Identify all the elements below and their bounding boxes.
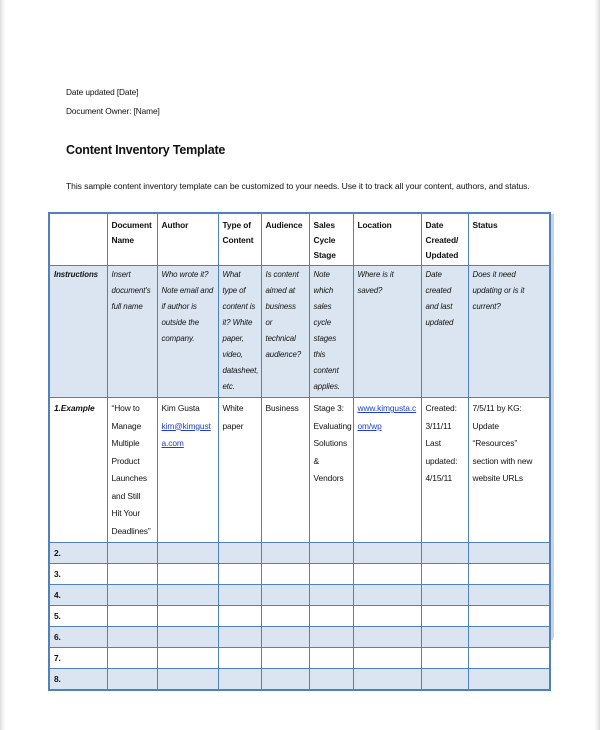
empty-cell[interactable] [261, 543, 309, 564]
numbered-rows [49, 543, 550, 691]
row-number: 3. [49, 564, 107, 585]
empty-cell[interactable] [309, 669, 353, 691]
empty-cell[interactable] [261, 606, 309, 627]
empty-cell[interactable] [421, 564, 468, 585]
example-status: 7/5/11 by KG: Update “Resources” section with new website URLs [468, 398, 550, 543]
empty-cell[interactable] [218, 564, 261, 585]
instructions-status: Does it need updating or is it current? [468, 266, 550, 398]
row-number: 5. [49, 606, 107, 627]
empty-cell[interactable] [468, 669, 550, 691]
empty-cell[interactable] [353, 669, 421, 691]
empty-cell[interactable] [218, 627, 261, 648]
header-location: Location [353, 213, 421, 266]
empty-cell[interactable] [353, 606, 421, 627]
example-label: 1.Example [49, 398, 107, 543]
table-row [49, 585, 550, 606]
empty-cell[interactable] [468, 585, 550, 606]
empty-cell[interactable] [218, 606, 261, 627]
empty-cell[interactable] [421, 543, 468, 564]
intro-text: This sample content inventory template can be customized to your needs. Use it to track all your content, authors, and status. [66, 181, 530, 191]
example-location-link[interactable]: www.kimgusta.com/wp [357, 403, 417, 431]
instructions-date: Date created and last updated [421, 266, 468, 398]
header-cell-empty [49, 213, 107, 266]
table-row [49, 648, 550, 669]
empty-cell[interactable] [309, 648, 353, 669]
empty-cell[interactable] [157, 627, 218, 648]
instructions-document: Insert document's full name [107, 266, 157, 398]
example-audience: Business [261, 398, 309, 543]
page-title: Content Inventory Template [66, 143, 226, 157]
example-author-email-link[interactable]: kim@kimgusta.com [161, 420, 211, 448]
empty-cell[interactable] [261, 585, 309, 606]
empty-cell[interactable] [261, 564, 309, 585]
document-owner: Document Owner: [Name] [66, 106, 160, 116]
empty-cell[interactable] [421, 669, 468, 691]
example-document: “How to Manage Multiple Product Launches and Still Hit Your Deadlines” [107, 398, 157, 543]
content-inventory-table [48, 212, 551, 691]
empty-cell[interactable] [309, 606, 353, 627]
header-status: Status [468, 213, 550, 266]
empty-cell[interactable] [261, 627, 309, 648]
empty-cell[interactable] [107, 543, 157, 564]
empty-cell[interactable] [157, 648, 218, 669]
empty-cell[interactable] [157, 564, 218, 585]
empty-cell[interactable] [218, 669, 261, 691]
empty-cell[interactable] [261, 648, 309, 669]
date-updated: Date updated [Date] [66, 87, 139, 97]
empty-cell[interactable] [157, 669, 218, 691]
row-number: 6. [49, 627, 107, 648]
empty-cell[interactable] [353, 585, 421, 606]
instructions-audience: Is content aimed at business or technical audience? [261, 266, 309, 398]
empty-cell[interactable] [309, 627, 353, 648]
empty-cell[interactable] [421, 585, 468, 606]
table-row [49, 627, 550, 648]
empty-cell[interactable] [107, 585, 157, 606]
empty-cell[interactable] [107, 669, 157, 691]
example-author-cell [157, 398, 218, 543]
empty-cell[interactable] [421, 648, 468, 669]
empty-cell[interactable] [468, 564, 550, 585]
empty-cell[interactable] [261, 669, 309, 691]
empty-cell[interactable] [421, 627, 468, 648]
table-row [49, 669, 550, 691]
header-document-name: Document Name [107, 213, 157, 266]
instructions-stage: Note which sales cycle stages this content applies. [309, 266, 353, 398]
empty-cell[interactable] [353, 564, 421, 585]
row-number: 8. [49, 669, 107, 691]
example-date: Created: 3/11/11 Last updated: 4/15/11 [421, 398, 468, 543]
example-author-name: Kim Gusta [161, 403, 200, 413]
empty-cell[interactable] [309, 543, 353, 564]
instructions-label: Instructions [49, 266, 107, 398]
row-number: 4. [49, 585, 107, 606]
example-stage: Stage 3: Evaluating Solutions & Vendors [309, 398, 353, 543]
empty-cell[interactable] [107, 606, 157, 627]
empty-cell[interactable] [468, 627, 550, 648]
header-date-created-updated: Date Created/ Updated [421, 213, 468, 266]
empty-cell[interactable] [309, 564, 353, 585]
empty-cell[interactable] [218, 648, 261, 669]
empty-cell[interactable] [107, 627, 157, 648]
empty-cell[interactable] [468, 543, 550, 564]
empty-cell[interactable] [353, 648, 421, 669]
row-number: 7. [49, 648, 107, 669]
header-type-of-content: Type of Content [218, 213, 261, 266]
instructions-location: Where is it saved? [353, 266, 421, 398]
header-audience: Audience [261, 213, 309, 266]
example-location-cell [353, 398, 421, 543]
header-author: Author [157, 213, 218, 266]
empty-cell[interactable] [157, 543, 218, 564]
row-number: 2. [49, 543, 107, 564]
table-row [49, 543, 550, 564]
header-sales-cycle-stage: Sales Cycle Stage [309, 213, 353, 266]
table-shadow-right [551, 214, 554, 638]
empty-cell[interactable] [157, 585, 218, 606]
empty-cell[interactable] [107, 564, 157, 585]
empty-cell[interactable] [468, 606, 550, 627]
example-type: White paper [218, 398, 261, 543]
empty-cell[interactable] [309, 585, 353, 606]
header-row [49, 213, 550, 266]
instructions-type: What type of content is it? White paper, video, datasheet, etc. [218, 266, 261, 398]
empty-cell[interactable] [218, 543, 261, 564]
empty-cell[interactable] [421, 606, 468, 627]
instructions-author: Who wrote it? Note email and if author is outside the company. [157, 266, 218, 398]
instructions-row [49, 266, 550, 398]
table-row [49, 606, 550, 627]
empty-cell[interactable] [353, 543, 421, 564]
example-row [49, 398, 550, 543]
empty-cell[interactable] [157, 606, 218, 627]
empty-cell[interactable] [468, 648, 550, 669]
table-row [49, 564, 550, 585]
empty-cell[interactable] [107, 648, 157, 669]
empty-cell[interactable] [218, 585, 261, 606]
empty-cell[interactable] [353, 627, 421, 648]
